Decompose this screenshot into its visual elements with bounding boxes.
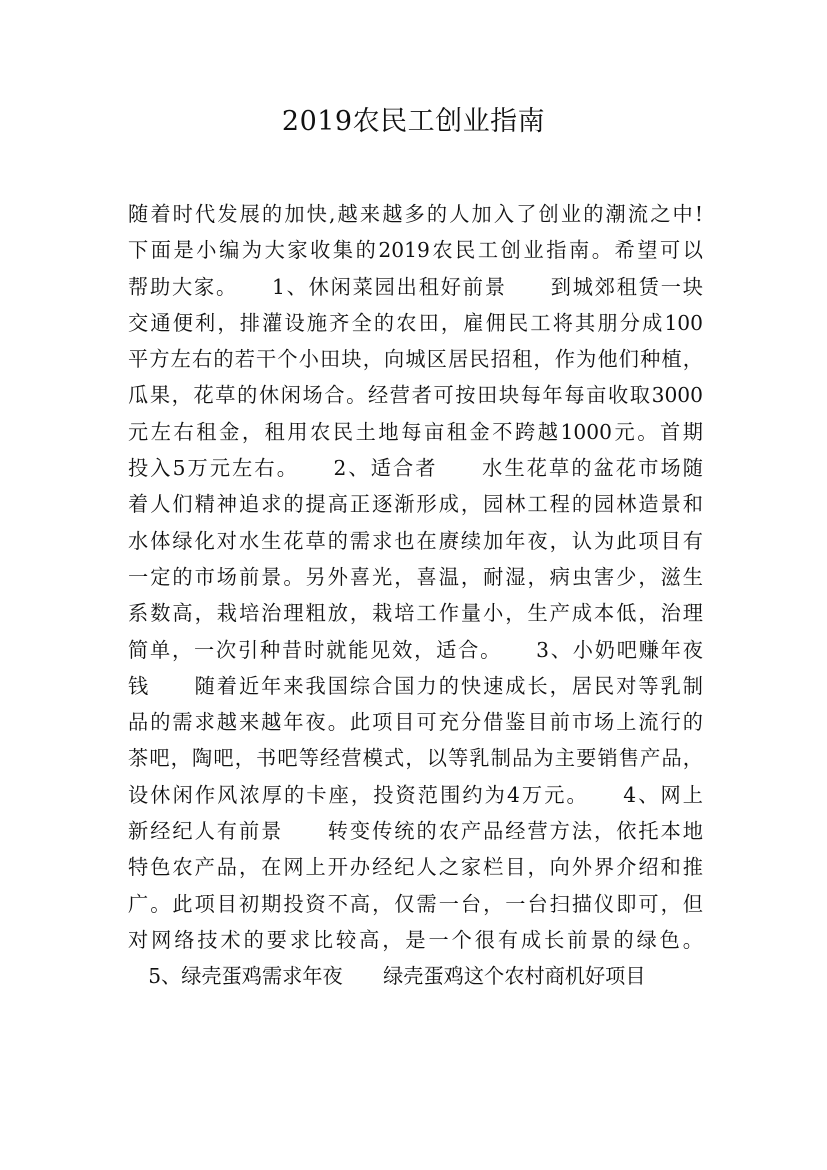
- page-title: 2019农民工创业指南: [281, 106, 546, 137]
- body-line: 简单，一次引种昔时就能见效，适合。 3、小奶吧赚年夜: [128, 637, 703, 662]
- body-line: 帮助大家。 1、休闲菜园出租好前景 到城郊租赁一块: [128, 274, 703, 299]
- body-line: 钱 随着近年来我国综合国力的快速成长，居民对等乳制: [128, 673, 703, 698]
- body-line: 着人们精神追求的提高正逐渐形成，园林工程的园林造景和: [128, 492, 703, 517]
- body-line: 新经纪人有前景 转变传统的农产品经营方法，依托本地: [128, 819, 703, 844]
- body-line: 下面是小编为大家收集的2019农民工创业指南。希望可以: [128, 238, 703, 263]
- body-line: 随着时代发展的加快,越来越多的人加入了创业的潮流之中!: [128, 202, 703, 226]
- body-line: 交通便利，排灌设施齐全的农田，雇佣民工将其朋分成100: [128, 310, 703, 335]
- body-line: 设休闲作风浓厚的卡座，投资范围约为4万元。 4、网上: [128, 782, 703, 807]
- body-line: 特色农产品，在网上开办经纪人之家栏目，向外界介绍和推: [128, 855, 703, 880]
- body-line: 投入5万元左右。 2、适合者 水生花草的盆花市场随: [128, 456, 703, 481]
- body-line: 一定的市场前景。另外喜光，喜温，耐湿，病虫害少，滋生: [128, 564, 703, 589]
- body-line: 瓜果，花草的休闲场合。经营者可按田块每年每亩收取3000: [128, 383, 703, 408]
- body-text: [128, 196, 703, 995]
- body-line: 平方左右的若干个小田块，向城区居民招租，作为他们种植，: [128, 347, 703, 372]
- body-line: 对网络技术的要求比较高，是一个很有成长前景的绿色。: [128, 927, 703, 952]
- body-line: 元左右租金，租用农民土地每亩租金不跨越1000元。首期: [128, 419, 703, 444]
- body-line: 5、绿壳蛋鸡需求年夜 绿壳蛋鸡这个农村商机好项目: [128, 964, 646, 989]
- body-line: 系数高，栽培治理粗放，栽培工作量小，生产成本低，治理: [128, 601, 703, 626]
- body-line: 广。此项目初期投资不高，仅需一台，一台扫描仪即可，但: [128, 891, 703, 916]
- body-line: 茶吧，陶吧，书吧等经营模式，以等乳制品为主要销售产品，: [128, 746, 703, 771]
- body-line: 水体绿化对水生花草的需求也在赓续加年夜，认为此项目有: [128, 528, 703, 553]
- body-line: 品的需求越来越年夜。此项目可充分借鉴目前市场上流行的: [128, 710, 703, 735]
